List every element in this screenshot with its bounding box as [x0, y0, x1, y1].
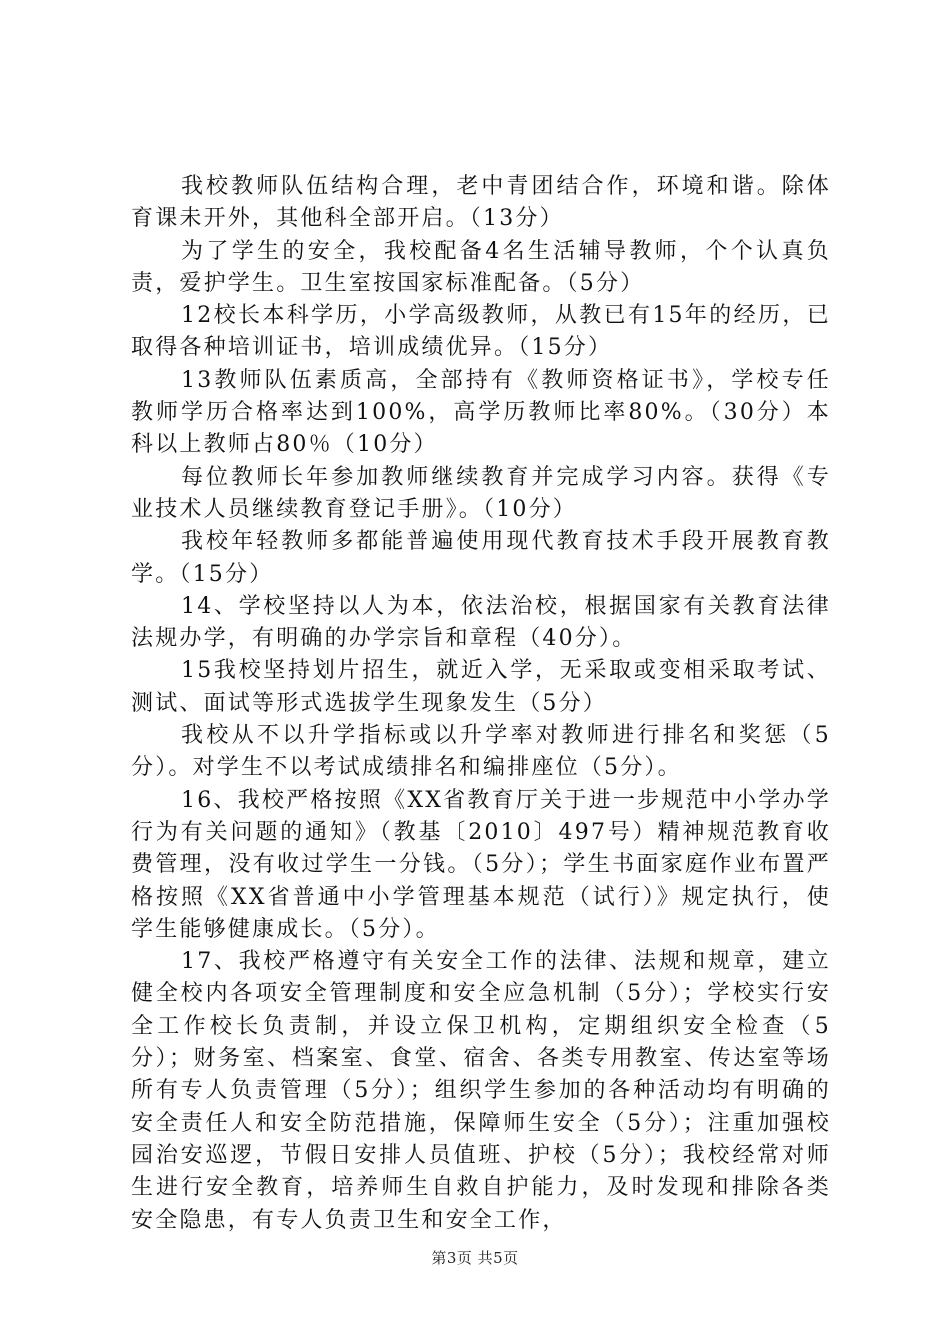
paragraph-rule-of-law: 14、学校坚持以人为本，依法治校，根据国家有关教育法律法规办学，有明确的办学宗旨和章程（40分）。 [131, 593, 831, 652]
paragraph-teacher-structure: 我校教师队伍结构合理，老中青团结合作，环境和谐。除体育课未开外，其他科全部开启。（13分） [131, 174, 831, 232]
paragraph-continuing-education: 每位教师长年参加教师继续教育并完成学习内容。获得《专业技术人员继续教育登记手册》。（10分） [131, 464, 831, 522]
paragraph-modern-technology: 我校年轻教师多都能普遍使用现代教育技术手段开展教育教学。（15分） [131, 529, 831, 587]
paragraph-no-ranking: 我校从不以升学指标或以升学率对教师进行排名和奖惩（5分）。对学生不以考试成绩排名和编排座位（5分）。 [131, 723, 831, 781]
document-body [131, 171, 831, 1237]
paragraph-enrollment: 15我校坚持划片招生，就近入学，无采取或变相采取考试、测试、面试等形式选拔学生现象发生（5分） [131, 658, 831, 716]
paragraph-teacher-quality: 13教师队伍素质高，全部持有《教师资格证书》，学校专任教师学历合格率达到100%，高学历教师比率80%。（30分）本科以上教师占80％（10分） [131, 367, 831, 458]
paragraph-principal-qualification: 12校长本科学历，小学高级教师，从教已有15年的经历，已取得各种培训证书，培训成绩优异。（15分） [131, 303, 831, 361]
paragraph-student-safety-staff: 为了学生的安全，我校配备4名生活辅导教师，个个认真负责，爱护学生。卫生室按国家标准配备。（5分） [131, 238, 831, 296]
page-number-footer: 第3页 共5页 [431, 1249, 519, 1267]
paragraph-safety-work: 17、我校严格遵守有关安全工作的法律、法规和规章，建立健全校内各项安全管理制度和安全应急机制（5分）；学校实行安全工作校长负责制，并设立保卫机构，定期组织安全检查（5分）；财务室、档案室、食堂、宿舍、各类专用教室、传达室等场所有专人负责管理（5分）；组织学生参加的各种活动均有明确的安全责任人和安全防范措施，保障师生安全（5分）；注重加强校园治安巡逻，节假日安排人员值班、护校（5分）；我校经常对师生进行安全教育，培养师生自救自护能力，及时发现和排除各类安全隐患，有专人负责卫生和安全工作， [131, 949, 831, 1233]
paragraph-fee-management: 16、我校严格按照《XX省教育厅关于进一步规范中小学办学行为有关问题的通知》（教基〔2010〕497号）精神规范教育收费管理，没有收过学生一分钱。（5分）；学生书面家庭作业布置严格按照《XX省普通中小学管理基本规范（试行）》规定执行，使学生能够健康成长。（5分）。 [131, 787, 831, 942]
